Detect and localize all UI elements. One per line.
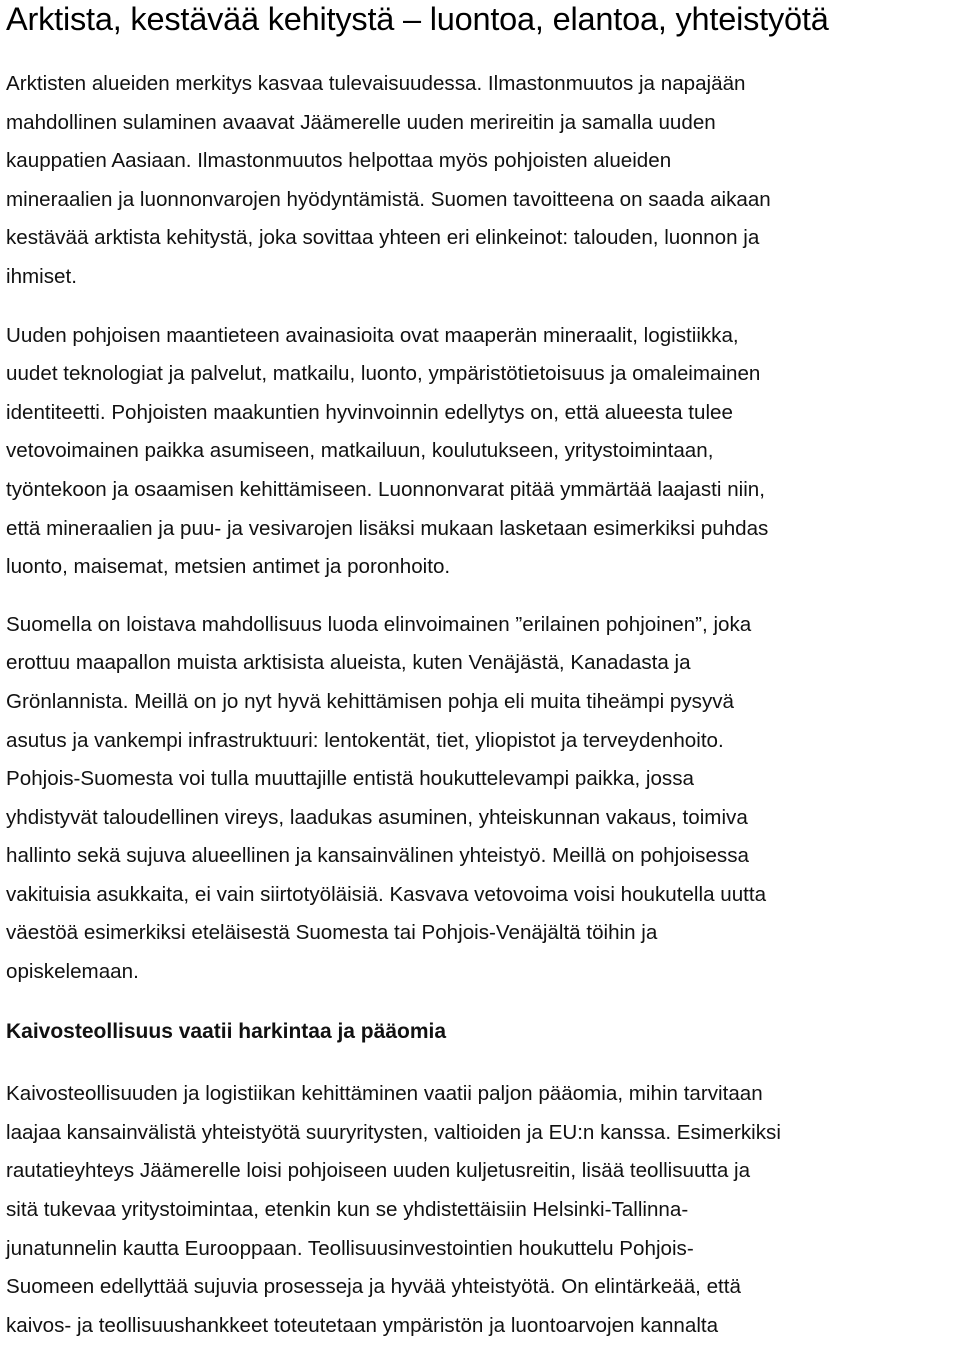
text-line: Arktisten alueiden merkitys kasvaa tulevaisuudessa. Ilmastonmuutos ja napajään <box>6 72 746 95</box>
text-line: ihmiset. <box>6 264 77 288</box>
text-line: sitä tukevaa yritystoimintaa, etenkin kun se yhdistettäisiin Helsinki-Tallinna- <box>6 1198 689 1222</box>
text-line: uudet teknologiat ja palvelut, matkailu, luonto, ympäristötietoisuus ja omaleimainen <box>6 362 761 386</box>
text-line: opiskelemaan. <box>6 960 139 984</box>
text-line: että mineraalien ja puu- ja vesivarojen lisäksi mukaan lasketaan esimerkiksi puhdas <box>6 516 769 540</box>
text-line: asutus ja vankempi infrastruktuuri: lentokentät, tiet, yliopistot ja terveydenhoito. <box>6 728 724 752</box>
text-line: vakituisia asukkaita, ei vain siirtotyöläisiä. Kasvava vetovoima voisi houkutella uutta <box>6 882 767 906</box>
text-line: mahdollinen sulaminen avaavat Jäämerelle uuden merireitin ja samalla uuden <box>6 110 716 134</box>
text-line: junatunnelin kautta Eurooppaan. Teollisuusinvestointien houkuttelu Pohjois- <box>6 1236 694 1260</box>
text-line: Suomella on loistava mahdollisuus luoda elinvoimainen ”erilainen pohjoinen”, joka <box>6 612 752 636</box>
text-line: kauppatien Aasiaan. Ilmastonmuutos helpottaa myös pohjoisten alueiden <box>6 149 672 173</box>
paragraph-mining-capital <box>6 1075 954 1345</box>
text-line: mineraalien ja luonnonvarojen hyödyntämistä. Suomen tavoitteena on saada aikaan <box>6 187 771 211</box>
text-line: hallinto sekä sujuva alueellinen ja kansainvälinen yhteistyö. Meillä on pohjoisessa <box>6 844 749 868</box>
paragraph-arctic-significance <box>6 65 954 297</box>
document-page <box>6 0 954 1345</box>
text-line: Pohjois-Suomesta voi tulla muuttajille entistä houkuttelevampi paikka, jossa <box>6 767 694 791</box>
text-line: kaivos- ja teollisuushankkeet toteutetaan ympäristön ja luontoarvojen kannalta <box>6 1313 719 1337</box>
text-line: laajaa kansainvälistä yhteistyötä suuryritysten, valtioiden ja EU:n kanssa. Esimerkiksi <box>6 1120 781 1144</box>
text-line: Grönlannista. Meillä on jo nyt hyvä kehittämisen pohja eli muita tiheämpi pysyvä <box>6 689 735 713</box>
text-line: kestävää arktista kehitystä, joka sovittaa yhteen eri elinkeinot: talouden, luonnon ja <box>6 226 760 250</box>
text-line: rautatieyhteys Jäämerelle loisi pohjoiseen uuden kuljetusreitin, lisää teollisuutta ja <box>6 1159 751 1183</box>
paragraph-different-north <box>6 606 954 992</box>
text-line: Suomeen edellyttää sujuvia prosesseja ja hyvää yhteistyötä. On elintärkeää, että <box>6 1275 741 1299</box>
page-title: Arktista, kestävää kehitystä – luontoa, elantoa, yhteistyötä <box>6 1 829 37</box>
text-line: yhdistyvät taloudellinen vireys, laadukas asuminen, yhteiskunnan vakaus, toimiva <box>6 805 748 829</box>
text-line: väestöä esimerkiksi eteläisestä Suomesta tai Pohjois-Venäjältä töihin ja <box>6 921 658 945</box>
paragraph-northern-geography <box>6 317 954 587</box>
text-line: erottuu maapallon muista arktisista alueista, kuten Venäjästä, Kanadasta ja <box>6 651 691 675</box>
text-line: Kaivosteollisuuden ja logistiikan kehittäminen vaatii paljon pääomia, mihin tarvitaan <box>6 1082 763 1106</box>
section-heading: Kaivosteollisuus vaatii harkintaa ja pääomia <box>6 1019 447 1043</box>
text-line: luonto, maisemat, metsien antimet ja poronhoito. <box>6 555 451 579</box>
text-line: Uuden pohjoisen maantieteen avainasioita ovat maaperän mineraalit, logistiikka, <box>6 323 739 347</box>
text-line: työntekoon ja osaamisen kehittämiseen. Luonnonvarat pitää ymmärtää laajasti niin, <box>6 477 765 501</box>
text-line: identiteetti. Pohjoisten maakuntien hyvinvoinnin edellytys on, että alueesta tulee <box>6 400 733 424</box>
text-line: vetovoimainen paikka asumiseen, matkailuun, koulutukseen, yritystoimintaan, <box>6 439 714 463</box>
